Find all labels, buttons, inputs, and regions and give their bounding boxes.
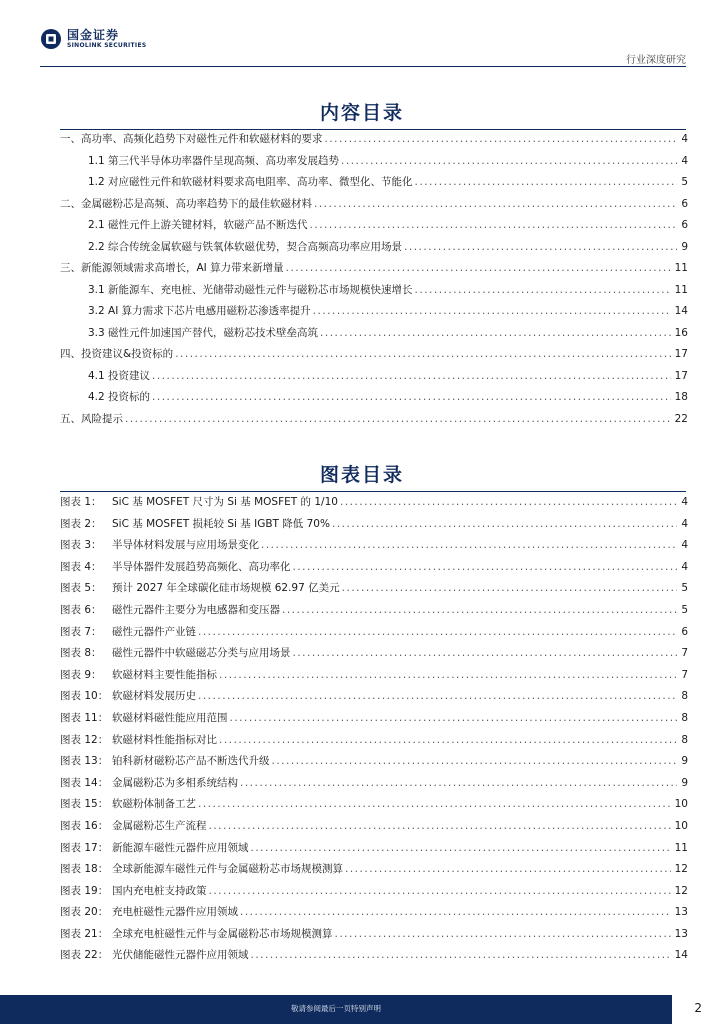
contents-entry-title: 一、高功率、高频化趋势下对磁性元件和软磁材料的要求	[60, 133, 323, 145]
contents-entry-title: 三、新能源领域需求高增长，AI 算力带来新增量	[60, 262, 284, 274]
contents-entry-page: 4	[681, 133, 688, 145]
dot-leader	[332, 518, 677, 530]
dot-leader	[325, 133, 678, 145]
dot-leader	[335, 928, 671, 940]
dot-leader	[272, 755, 678, 767]
dot-leader	[240, 906, 671, 918]
figure-entry-label: 图表 8：	[60, 647, 102, 660]
figure-entry-page: 12	[674, 884, 688, 897]
figure-entry-title: 充电桩磁性元器件应用领域	[112, 906, 238, 919]
header-divider	[40, 66, 686, 67]
contents-entry-title: 4.1 投资建议	[88, 369, 151, 382]
contents-entry-title: 2.1 磁性元件上游关键材料，软磁产品不断迭代	[88, 219, 308, 231]
dot-leader	[345, 863, 671, 875]
dot-leader	[175, 348, 670, 360]
dot-leader	[341, 155, 677, 167]
figure-entry-label: 图表 18：	[60, 863, 109, 876]
dot-leader	[320, 327, 671, 339]
figure-entry-label: 图表 22：	[60, 949, 109, 962]
figure-entry[interactable]	[60, 947, 688, 969]
figure-entry-label: 图表 3：	[60, 539, 102, 552]
page-header	[0, 0, 724, 66]
figure-entry-title: 金属磁粉芯为多相系统结构	[112, 776, 238, 789]
figure-entry-label: 图表 6：	[60, 603, 102, 616]
list-of-figures	[60, 494, 688, 969]
dot-leader	[293, 561, 678, 573]
contents-entry-page: 11	[674, 262, 688, 274]
dot-leader	[404, 241, 677, 253]
contents-entry-page: 5	[681, 176, 688, 188]
dot-leader	[198, 626, 677, 638]
figure-entry-label: 图表 16：	[60, 819, 109, 832]
figure-entry[interactable]	[60, 732, 688, 754]
figure-entry-title: SiC 基 MOSFET 尺寸为 Si 基 MOSFET 的 1/10	[112, 496, 338, 508]
figure-entry-page: 5	[681, 603, 688, 616]
figure-entry-title: 预计 2027 年全球碳化硅市场规模 62.97 亿美元	[112, 582, 340, 595]
figure-entry[interactable]	[60, 516, 688, 538]
figure-entry-title: 铂科新材磁粉芯产品不断迭代升级	[112, 755, 270, 768]
contents-entry-page: 17	[674, 348, 688, 360]
figure-entry-page: 4	[681, 496, 688, 508]
figure-entry-title: 软磁材料主要性能指标	[112, 668, 217, 681]
contents-entry-title: 1.1 第三代半导体功率器件呈现高频、高功率发展趋势	[88, 154, 340, 167]
report-type-label: 行业深度研究	[626, 55, 686, 66]
contents-entry-page: 16	[674, 326, 688, 339]
figure-entry-label: 图表 1：	[60, 496, 102, 508]
dot-leader	[340, 496, 677, 508]
dot-leader	[125, 413, 671, 425]
brand-name-cn: 国金证券	[67, 28, 120, 42]
dot-leader	[198, 798, 671, 810]
figure-entry-label: 图表 14：	[60, 776, 109, 789]
contents-title-divider	[60, 129, 686, 130]
figure-entry[interactable]	[60, 624, 688, 646]
figure-entry-title: 新能源车磁性元器件应用领域	[112, 841, 249, 854]
figure-entry-label: 图表 4：	[60, 560, 102, 573]
brand-name-en: SINOLINK SECURITIES	[67, 42, 147, 49]
figure-entry[interactable]	[60, 753, 688, 775]
contents-entry-title: 二、金属磁粉芯是高频、高功率趋势下的最佳软磁材料	[60, 197, 312, 210]
figure-entry[interactable]	[60, 796, 688, 818]
dot-leader	[313, 305, 671, 317]
figure-entry-title: 磁性元器件中软磁磁芯分类与应用场景	[112, 647, 291, 660]
contents-entry[interactable]	[60, 260, 688, 282]
figure-entry-page: 4	[681, 539, 688, 552]
contents-entry[interactable]	[60, 282, 688, 304]
contents-entry-title: 3.1 新能源车、充电桩、光储带动磁性元件与磁粉芯市场规模快速增长	[88, 283, 413, 296]
dot-leader	[209, 820, 671, 832]
figure-entry[interactable]	[60, 537, 688, 559]
dot-leader	[219, 734, 677, 746]
dot-leader	[342, 582, 678, 594]
figure-entry-title: 金属磁粉芯生产流程	[112, 819, 207, 832]
figure-entry-page: 14	[674, 949, 688, 962]
figure-entry-page: 9	[681, 755, 688, 768]
figure-entry-title: 磁性元器件产业链	[112, 625, 196, 638]
dot-leader	[240, 777, 677, 789]
contents-entry-title: 3.3 磁性元件加速国产替代，磁粉芯技术壁垒高筑	[88, 326, 319, 339]
figure-entry-label: 图表 21：	[60, 927, 109, 940]
contents-title: 内容目录	[319, 102, 404, 124]
figure-entry[interactable]	[60, 645, 688, 667]
contents-entry-page: 6	[681, 219, 688, 231]
dot-leader	[152, 391, 671, 403]
figure-entry-page: 8	[681, 711, 688, 724]
contents-entry-title: 1.2 对应磁性元件和软磁材料要求高电阻率、高功率、微型化、节能化	[88, 176, 413, 188]
dot-leader	[152, 370, 671, 382]
figure-entry[interactable]	[60, 926, 688, 948]
figure-entry-page: 8	[681, 690, 688, 703]
contents-entry[interactable]	[60, 368, 688, 390]
dot-leader	[415, 284, 671, 296]
dot-leader	[293, 647, 678, 659]
figure-entry-title: 磁性元器件主要分为电感器和变压器	[112, 603, 280, 616]
figure-entry-page: 13	[674, 906, 688, 919]
disclaimer-notice: 敬请参阅最后一页特别声明	[291, 1004, 381, 1013]
table-of-contents	[60, 131, 688, 432]
dot-leader	[251, 949, 671, 961]
figure-entry-page: 10	[674, 798, 688, 811]
dot-leader	[314, 198, 677, 210]
figure-entry-title: 软磁材料性能指标对比	[112, 733, 217, 746]
figure-entry-title: 光伏储能磁性元器件应用领域	[112, 949, 249, 962]
contents-entry[interactable]	[60, 303, 688, 325]
figure-entry-page: 6	[681, 625, 688, 638]
contents-entry-page: 17	[674, 369, 688, 382]
contents-entry-title: 4.2 投资标的	[88, 391, 151, 403]
page-number: 2	[694, 1001, 702, 1015]
dot-leader	[198, 690, 677, 702]
figure-entry-page: 11	[674, 841, 688, 854]
figure-entry-label: 图表 2：	[60, 517, 102, 530]
contents-entry[interactable]	[60, 153, 688, 175]
dot-leader	[209, 885, 671, 897]
figure-entry-title: 半导体器件发展趋势高频化、高功率化	[112, 560, 291, 573]
figure-entry-label: 图表 20：	[60, 906, 109, 919]
dot-leader	[282, 604, 677, 616]
contents-entry-page: 4	[681, 154, 688, 167]
figure-entry-page: 4	[681, 560, 688, 573]
dot-leader	[219, 669, 677, 681]
figure-entry[interactable]	[60, 667, 688, 689]
figure-entry-label: 图表 9：	[60, 668, 102, 681]
contents-entry-title: 3.2 AI 算力需求下芯片电感用磁粉芯渗透率提升	[88, 305, 311, 317]
dot-leader	[415, 176, 678, 188]
figure-entry-page: 4	[681, 517, 688, 530]
figure-entry[interactable]	[60, 818, 688, 840]
figure-entry-page: 7	[681, 647, 688, 660]
contents-entry-page: 22	[674, 412, 688, 425]
sinolink-logo-icon	[40, 28, 62, 50]
contents-entry[interactable]	[60, 196, 688, 218]
figure-entry[interactable]	[60, 710, 688, 732]
figure-entry[interactable]	[60, 602, 688, 624]
contents-entry-title: 2.2 综合传统金属软磁与铁氧体软磁优势，契合高频高功率应用场景	[88, 240, 403, 253]
dot-leader	[286, 262, 671, 274]
figures-title-divider	[60, 491, 686, 492]
contents-entry[interactable]	[60, 389, 688, 411]
contents-entry[interactable]	[60, 325, 688, 347]
figure-entry-title: SiC 基 MOSFET 损耗较 Si 基 IGBT 降低 70%	[112, 517, 330, 530]
figure-entry-title: 国内充电桩支持政策	[112, 884, 207, 897]
dot-leader	[230, 712, 678, 724]
contents-entry[interactable]	[60, 131, 688, 153]
contents-entry-page: 11	[674, 283, 688, 296]
figure-entry-page: 13	[674, 927, 688, 940]
figure-entry-title: 软磁材料磁性能应用范围	[112, 711, 228, 724]
figure-entry-label: 图表 17：	[60, 841, 109, 854]
contents-entry[interactable]	[60, 346, 688, 368]
contents-entry-page: 6	[681, 197, 688, 210]
contents-entry-page: 14	[674, 305, 688, 317]
figures-title: 图表目录	[319, 464, 404, 486]
figure-entry[interactable]	[60, 775, 688, 797]
figure-entry-page: 10	[674, 819, 688, 832]
figure-entry[interactable]	[60, 688, 688, 710]
figure-entry-title: 软磁材料发展历史	[112, 690, 196, 703]
contents-entry[interactable]	[60, 217, 688, 239]
figure-entry[interactable]	[60, 559, 688, 581]
figure-entry[interactable]	[60, 580, 688, 602]
figure-entry-label: 图表 13：	[60, 755, 109, 768]
figure-entry-page: 5	[681, 582, 688, 595]
contents-entry-page: 18	[674, 391, 688, 403]
figure-entry-title: 全球充电桩磁性元件与金属磁粉芯市场规模测算	[112, 927, 333, 940]
figure-entry-title: 全球新能源车磁性元件与金属磁粉芯市场规模测算	[112, 863, 343, 876]
figure-entry-title: 软磁粉体制备工艺	[112, 798, 196, 811]
contents-entry[interactable]	[60, 239, 688, 261]
dot-leader	[261, 539, 677, 551]
figure-entry-label: 图表 5：	[60, 582, 102, 595]
figure-entry-label: 图表 11：	[60, 711, 109, 724]
figure-entry-page: 9	[681, 776, 688, 789]
figure-entry-page: 7	[681, 668, 688, 681]
dot-leader	[251, 842, 671, 854]
figure-entry-page: 12	[674, 863, 688, 876]
contents-entry[interactable]	[60, 174, 688, 196]
figure-entry[interactable]	[60, 494, 688, 516]
company-logo	[40, 28, 146, 50]
contents-entry-title: 五、风险提示	[60, 412, 123, 425]
figure-entry-label: 图表 15：	[60, 798, 109, 811]
contents-entry-title: 四、投资建议&投资标的	[60, 348, 174, 360]
figure-entry-label: 图表 10：	[60, 690, 109, 703]
figure-entry-label: 图表 12：	[60, 733, 109, 746]
figure-entry[interactable]	[60, 904, 688, 926]
contents-entry-page: 9	[681, 240, 688, 253]
dot-leader	[310, 219, 678, 231]
figure-entry-label: 图表 7：	[60, 625, 102, 638]
figure-entry-title: 半导体材料发展与应用场景变化	[112, 539, 259, 552]
figure-entry[interactable]	[60, 840, 688, 862]
footer-bar	[0, 995, 672, 1024]
figure-entry-page: 8	[681, 733, 688, 746]
figure-entry-label: 图表 19：	[60, 884, 109, 897]
contents-entry[interactable]	[60, 411, 688, 433]
figure-entry[interactable]	[60, 883, 688, 905]
page-footer	[0, 995, 724, 1024]
figure-entry[interactable]	[60, 861, 688, 883]
